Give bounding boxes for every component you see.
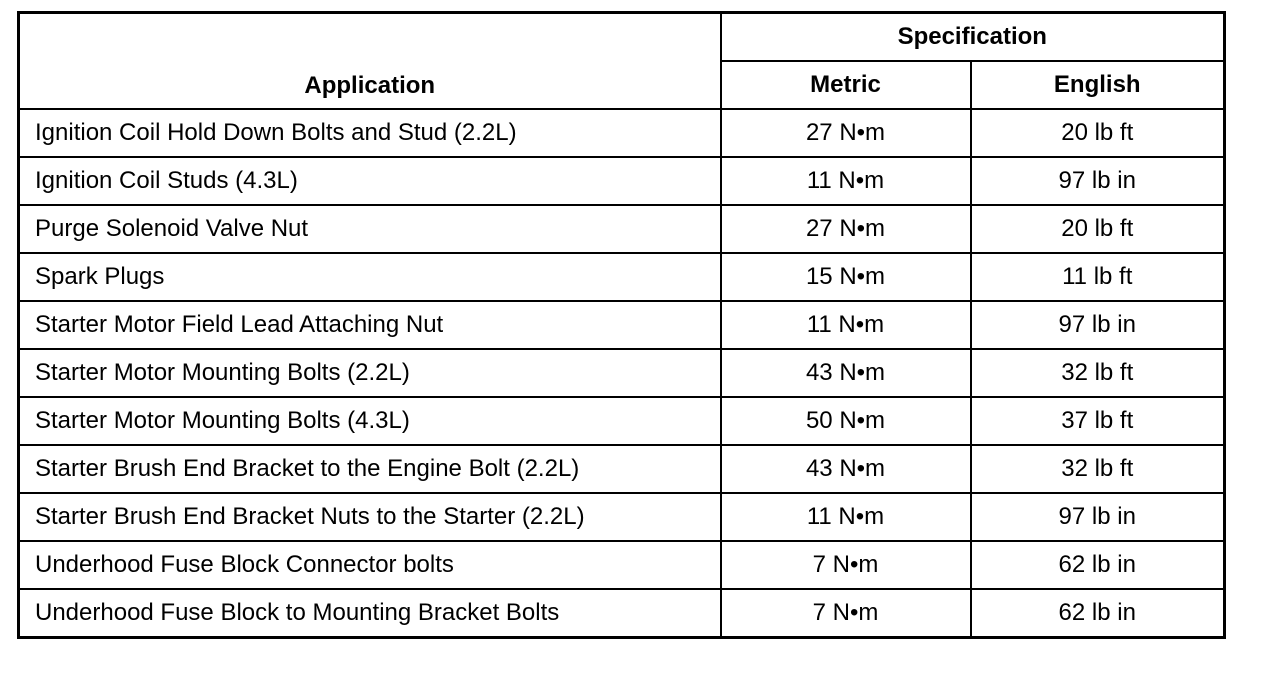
table-row bbox=[19, 493, 1225, 541]
english-cell: 62 lb in bbox=[971, 541, 1225, 589]
english-cell: 97 lb in bbox=[971, 301, 1225, 349]
metric-cell: 43 N•m bbox=[721, 349, 971, 397]
header-application: Application bbox=[19, 13, 721, 110]
header-specification: Specification bbox=[721, 13, 1225, 62]
english-cell: 37 lb ft bbox=[971, 397, 1225, 445]
metric-cell: 11 N•m bbox=[721, 157, 971, 205]
metric-cell: 7 N•m bbox=[721, 541, 971, 589]
table-row bbox=[19, 397, 1225, 445]
application-cell: Starter Motor Mounting Bolts (4.3L) bbox=[19, 397, 721, 445]
english-cell: 97 lb in bbox=[971, 157, 1225, 205]
metric-cell: 43 N•m bbox=[721, 445, 971, 493]
header-metric: Metric bbox=[721, 61, 971, 109]
application-cell: Underhood Fuse Block to Mounting Bracket Bolts bbox=[19, 589, 721, 638]
header-row-top bbox=[19, 13, 1225, 62]
specification-table bbox=[17, 11, 1226, 639]
application-cell: Purge Solenoid Valve Nut bbox=[19, 205, 721, 253]
english-cell: 97 lb in bbox=[971, 493, 1225, 541]
english-cell: 11 lb ft bbox=[971, 253, 1225, 301]
metric-cell: 7 N•m bbox=[721, 589, 971, 638]
table-row bbox=[19, 253, 1225, 301]
english-cell: 32 lb ft bbox=[971, 349, 1225, 397]
metric-cell: 50 N•m bbox=[721, 397, 971, 445]
english-cell: 62 lb in bbox=[971, 589, 1225, 638]
table-row bbox=[19, 205, 1225, 253]
metric-cell: 15 N•m bbox=[721, 253, 971, 301]
header-english: English bbox=[971, 61, 1225, 109]
table-row bbox=[19, 109, 1225, 157]
metric-cell: 27 N•m bbox=[721, 109, 971, 157]
application-cell: Ignition Coil Studs (4.3L) bbox=[19, 157, 721, 205]
application-cell: Starter Motor Field Lead Attaching Nut bbox=[19, 301, 721, 349]
table-row bbox=[19, 157, 1225, 205]
table-row bbox=[19, 349, 1225, 397]
application-cell: Starter Brush End Bracket to the Engine Bolt (2.2L) bbox=[19, 445, 721, 493]
application-cell: Spark Plugs bbox=[19, 253, 721, 301]
application-cell: Underhood Fuse Block Connector bolts bbox=[19, 541, 721, 589]
english-cell: 32 lb ft bbox=[971, 445, 1225, 493]
application-cell: Starter Brush End Bracket Nuts to the Starter (2.2L) bbox=[19, 493, 721, 541]
metric-cell: 27 N•m bbox=[721, 205, 971, 253]
table-header bbox=[19, 13, 1225, 110]
table-row bbox=[19, 589, 1225, 638]
application-cell: Ignition Coil Hold Down Bolts and Stud (2.2L) bbox=[19, 109, 721, 157]
table-body bbox=[19, 109, 1225, 638]
english-cell: 20 lb ft bbox=[971, 205, 1225, 253]
english-cell: 20 lb ft bbox=[971, 109, 1225, 157]
application-cell: Starter Motor Mounting Bolts (2.2L) bbox=[19, 349, 721, 397]
table-row bbox=[19, 541, 1225, 589]
metric-cell: 11 N•m bbox=[721, 301, 971, 349]
table-row bbox=[19, 301, 1225, 349]
metric-cell: 11 N•m bbox=[721, 493, 971, 541]
table-row bbox=[19, 445, 1225, 493]
